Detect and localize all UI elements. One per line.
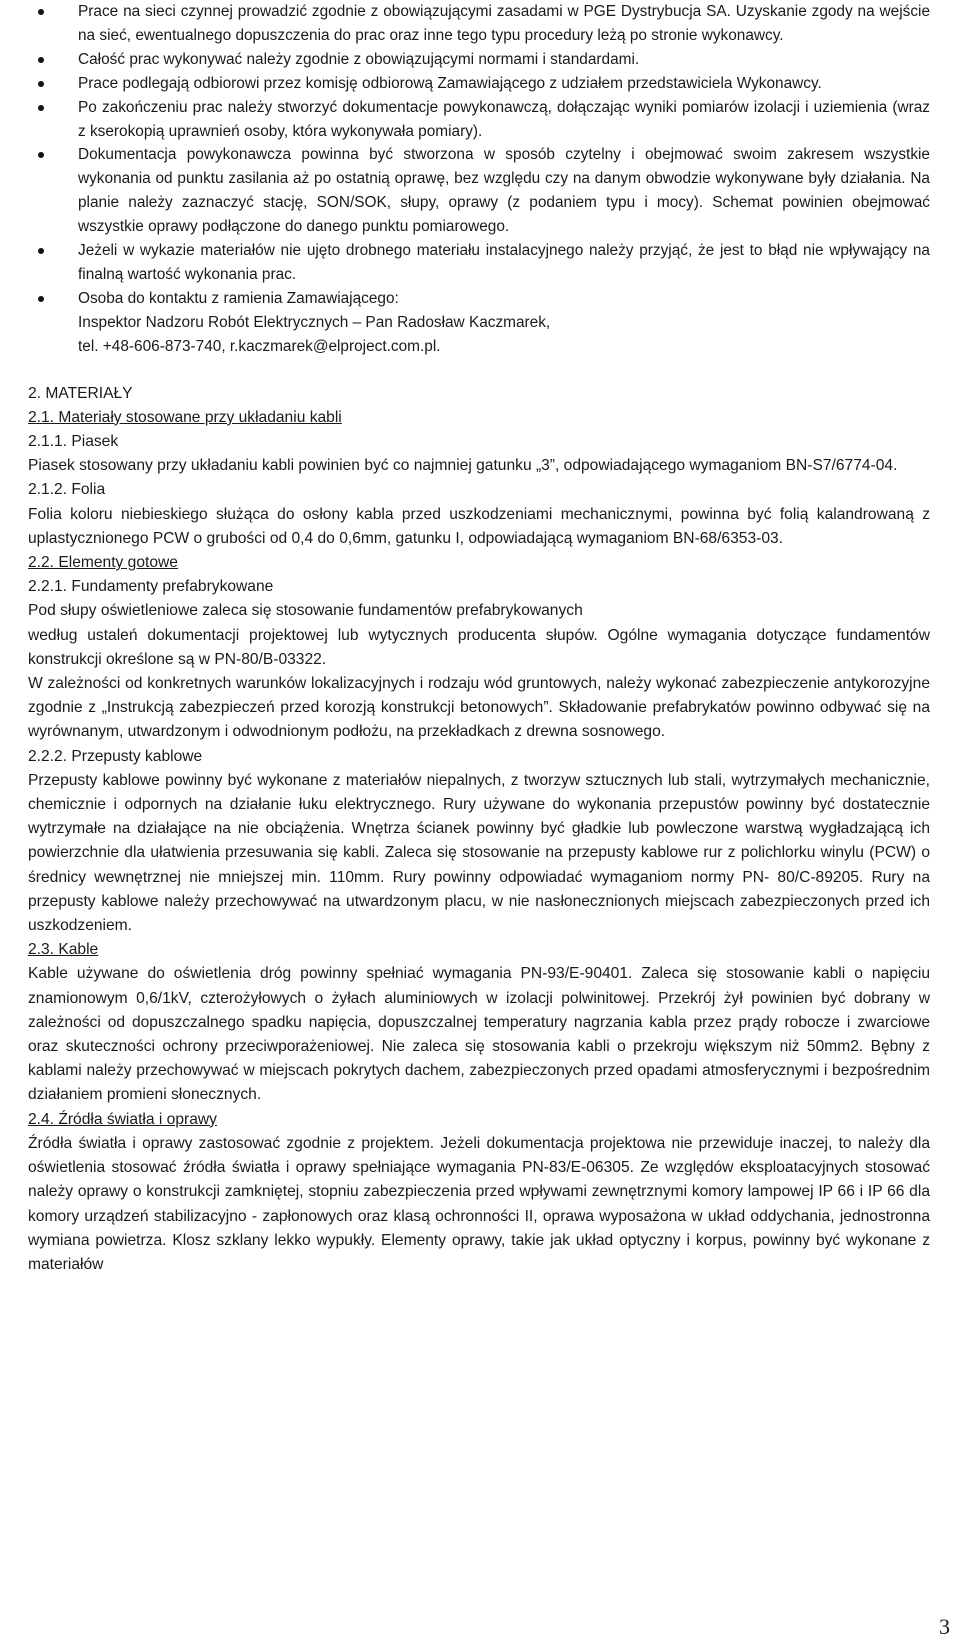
paragraph-foil: Folia koloru niebieskiego służąca do osłony kabla przed uszkodzeniami mechanicznymi, powinna być folią kalandrowaną z uplastycznionego PCW o grubości od 0,4 do 0,6mm, gatunku I, odpowiadającą wymaganiom BN-68/6353-03. [28, 505, 930, 547]
heading-foundations: 2.2.1. Fundamenty prefabrykowane [28, 578, 274, 596]
bullet-item: Jeżeli w wykazie materiałów nie ujęto drobnego materiału instalacyjnego należy przyjąć, że jest to błąd nie wpływający na finalną wartość wykonania prac. [28, 239, 930, 287]
bullet-item: Prace na sieci czynnej prowadzić zgodnie z obowiązującymi zasadami w PGE Dystrybucja SA. Uzyskanie zgody na wejście na sieć, ewentualnego dopuszczenia do prac oraz inne tego typu procedury leżą po stronie wykonawcy. [28, 0, 930, 48]
contact-name: Inspektor Nadzoru Robót Elektrycznych – Pan Radosław Kaczmarek, [78, 313, 551, 331]
bullet-item: Całość prac wykonywać należy zgodnie z obowiązującymi normami i standardami. [28, 48, 930, 72]
bullet-icon [38, 296, 44, 302]
page-number: 3 [939, 1614, 950, 1639]
bullet-icon [38, 81, 44, 87]
paragraph-foundations-3: W zależności od konkretnych warunków lokalizacyjnych i rodzaju wód gruntowych, należy wykonać zabezpieczenie antykorozyjne zgodnie z „Instrukcją zabezpieczeń przed korozją konstrukcji betonowych”. Składowanie prefabrykatów powinno odbywać się na wyrównanym, utwardzonym i odwodnionym podłożu, na przekładkach z drewna sosnowego. [28, 675, 930, 741]
bullet-item: Dokumentacja powykonawcza powinna być stworzona w sposób czytelny i obejmować swoim zakresem wszystkie wykonania od punktu zasilania aż po ostatnią oprawę, bez względu czy na danym obwodzie wykonywane były działania. Na planie należy zaznaczyć stację, SON/SOK, słupy, oprawy (z podaniem typu i mocy). Schemat powinien obejmować wszystkie oprawy podłączone do danego punktu pomiarowego. [28, 143, 930, 239]
requirements-bullet-list [28, 0, 930, 359]
bullet-icon [38, 152, 44, 158]
heading-cable-passages: 2.2.2. Przepusty kablowe [28, 747, 203, 765]
paragraph-sand: Piasek stosowany przy układaniu kabli powinien być co najmniej gatunku „3”, odpowiadającego wymaganiom BN-S7/6774-04. [28, 457, 898, 475]
bullet-icon [38, 248, 44, 254]
paragraph-cable-passages: Przepusty kablowe powinny być wykonane z materiałów niepalnych, z tworzyw sztucznych lub stali, wytrzymałych mechanicznie, chemicznie i odpornych na działanie łuku elektrycznego. Rury używane do wykonania przepustów powinny być dostatecznie wytrzymałe na działające na nie obciążenia. Wnętrza ścianek powinny być gładkie lub powleczone warstwą wygładzającą ich powierzchnie dla ułatwienia przesuwania się kabli. Zaleca się stosowanie na przepusty kablowe rur z polichlorku winylu (PCW) o średnicy wewnętrznej nie mniejszej min. 110mm. Rury powinny odpowiadać wymaganiom normy PN- 80/C-89205. Rury na przepusty kablowe należy przechowywać na utwardzonym placu, w nie nasłonecznionych miejscach zabezpieczonych przed ich uszkodzeniem. [28, 771, 930, 935]
bullet-icon [38, 105, 44, 111]
bullet-item: Prace podlegają odbiorowi przez komisję odbiorową Zamawiającego z udziałem przedstawiciela Wykonawcy. [28, 72, 930, 96]
heading-cables: 2.3. Kable [28, 941, 99, 959]
bullet-icon [38, 9, 44, 15]
contact-phone-email: tel. +48-606-873-740, r.kaczmarek@elproject.com.pl. [78, 337, 441, 355]
document-page [28, 0, 930, 1277]
bullet-icon [38, 57, 44, 63]
contact-label: Osoba do kontaktu z ramienia Zamawiającego: [78, 289, 399, 307]
bullet-item: Po zakończeniu prac należy stworzyć dokumentacje powykonawczą, dołączając wyniki pomiarów izolacji i uziemienia (wraz z kserokopią uprawnień osoby, która wykonywała pomiary). [28, 96, 930, 144]
contact-bullet [28, 287, 930, 359]
paragraph-cables: Kable używane do oświetlenia dróg powinny spełniać wymagania PN-93/E-90401. Zaleca się stosowanie kabli o napięciu znamionowym 0,6/1kV, czterożyłowych o żyłach aluminiowych w izolacji polwinitowej. Przekrój żył powinien być dobrany w zależności od dopuszczalnego spadku napięcia, dopuszczalnej temperatury nagrzania kabla przez prądy robocze i zwarciowe oraz skuteczności ochrony przeciwporażeniowej. Nie zaleca się stosowania kabli o przekroju większym niż 50mm2. Bębny z kablami należy przechowywać w miejscach pokrytych dachem, zabezpieczonych przed opadami atmosferycznymi i bezpośrednim działaniem promieni słonecznych. [28, 965, 930, 1104]
heading-cable-materials: 2.1. Materiały stosowane przy układaniu kabli [28, 408, 342, 426]
heading-materials: 2. MATERIAŁY [28, 384, 133, 402]
paragraph-light-sources: Źródła światła i oprawy zastosować zgodnie z projektem. Jeżeli dokumentacja projektowa nie przewiduje inaczej, to należy dla oświetlenia stosować źródła światła i oprawy spełniające wymagania PN-83/E-06305. Ze względów eksploatacyjnych stosować należy oprawy o konstrukcji zamkniętej, stopniu zabezpieczenia przed wpływami zewnętrznymi komory lampowej IP 66 i IP 66 dla komory urządzeń stabilizacyjno - zapłonowych oraz klasą ochronności II, oprawa wyposażona w układ oddychania, jednostronna wymiana powietrza. Klosz szklany lekko wypukły. Elementy oprawy, takie jak układ optyczny i korpus, powinny być wykonane z materiałów [28, 1134, 930, 1273]
heading-ready-elements: 2.2. Elementy gotowe [28, 554, 178, 572]
heading-foil: 2.1.2. Folia [28, 481, 106, 499]
heading-sand: 2.1.1. Piasek [28, 433, 119, 450]
paragraph-foundations-2: według ustaleń dokumentacji projektowej lub wytycznych producenta słupów. Ogólne wymagania dotyczące fundamentów konstrukcji określone są w PN-80/B-03322. [28, 626, 930, 668]
paragraph-foundations-1: Pod słupy oświetleniowe zaleca się stosowanie fundamentów prefabrykowanych [28, 602, 583, 620]
heading-light-sources: 2.4. Źródła światła i oprawy [28, 1110, 217, 1128]
